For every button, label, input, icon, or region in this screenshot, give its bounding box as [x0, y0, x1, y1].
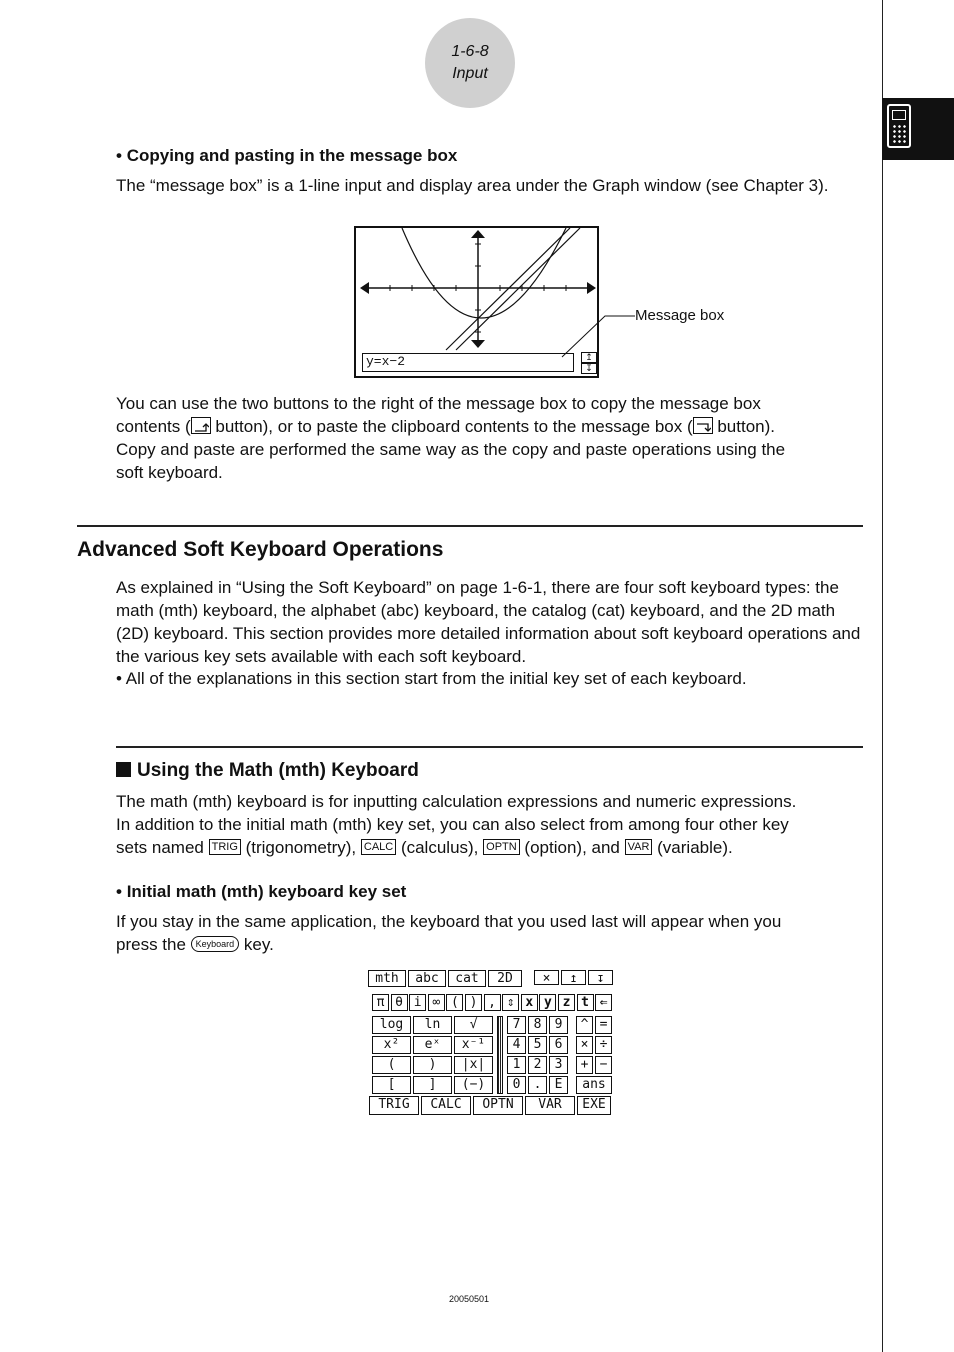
copy-button[interactable]: ↥	[581, 352, 597, 363]
keyboard-fn-key[interactable]: log	[372, 1016, 411, 1034]
keyboard-num-key[interactable]: 5	[528, 1036, 547, 1054]
keyboard-key-r1-11[interactable]: t	[577, 994, 594, 1011]
section-rule	[77, 525, 863, 527]
message-box[interactable]: y=x−2	[362, 353, 574, 372]
keyboard-num-key[interactable]: 9	[549, 1016, 568, 1034]
paste-button[interactable]: ↧	[581, 363, 597, 374]
keyboard-op-key[interactable]: ÷	[595, 1036, 612, 1054]
var-key: VAR	[625, 839, 653, 855]
keyboard-num-key[interactable]: 3	[549, 1056, 568, 1074]
keyboard-key-r1-6[interactable]: ,	[484, 994, 501, 1011]
calc-key: CALC	[361, 839, 396, 855]
keyboard-fn-key[interactable]: (	[372, 1056, 411, 1074]
math-keyboard-heading: Using the Math (mth) Keyboard	[116, 760, 419, 782]
keyboard-num-key[interactable]: 2	[528, 1056, 547, 1074]
keyboard-fn-key[interactable]: x²	[372, 1036, 411, 1054]
initial-keyset-heading: • Initial math (mth) keyboard key set	[116, 882, 407, 901]
keyboard-key-r1-4[interactable]: (	[446, 994, 463, 1011]
square-bullet-icon	[116, 762, 131, 777]
keyboard-op-key[interactable]: ^	[576, 1016, 593, 1034]
keyboard-bottom-var[interactable]: VAR	[525, 1096, 575, 1115]
keyboard-op-key[interactable]: ans	[576, 1076, 612, 1094]
keyboard-num-key[interactable]: .	[528, 1076, 547, 1094]
keyboard-key-r1-8[interactable]: x	[521, 994, 538, 1011]
right-margin-rule	[882, 0, 883, 1352]
keyboard-tab-cat[interactable]: cat	[448, 970, 486, 987]
initial-keyset-body: If you stay in the same application, the keyboard that you used last will appear when you press the Keyboard key.	[116, 912, 782, 954]
keyboard-num-key[interactable]: E	[549, 1076, 568, 1094]
keyboard-key-r1-5[interactable]: )	[465, 994, 482, 1011]
section-name: Input	[452, 65, 488, 82]
copy-paste-heading: • Copying and pasting in the message box	[116, 146, 458, 165]
keyboard-tab-abc[interactable]: abc	[408, 970, 446, 987]
keyboard-bottom-trig[interactable]: TRIG	[369, 1096, 419, 1115]
soft-keyboard	[368, 968, 616, 1118]
page-badge	[425, 18, 515, 108]
keyboard-op-key[interactable]: =	[595, 1016, 612, 1034]
copy-button-icon	[191, 417, 211, 434]
keyboard-fn-key[interactable]: (−)	[454, 1076, 493, 1094]
message-box-callout: Message box	[635, 307, 725, 324]
page-number: 1-6-8	[451, 43, 489, 60]
keyboard-top-icon-1[interactable]: ↥	[561, 970, 586, 985]
keyboard-bottom-optn[interactable]: OPTN	[473, 1096, 523, 1115]
keyboard-top-icon-2[interactable]: ↧	[588, 970, 613, 985]
keyboard-fn-key[interactable]: ln	[413, 1016, 452, 1034]
keyboard-fn-key[interactable]: eˣ	[413, 1036, 452, 1054]
copy-paste-body: You can use the two buttons to the right of the message box to copy the message box contents ( button), or to paste the clipboard contents to the message box ( button). Copy and paste are performed the same way as the copy and paste operations using the soft keyboard.	[116, 394, 786, 482]
keyboard-bottom-exe[interactable]: EXE	[577, 1096, 611, 1115]
subsection-rule	[116, 746, 863, 748]
footer-code: 20050501	[449, 1294, 490, 1304]
keyboard-op-key[interactable]: +	[576, 1056, 593, 1074]
keyboard-key-r1-3[interactable]: ∞	[428, 994, 445, 1011]
keyboard-num-key[interactable]: 8	[528, 1016, 547, 1034]
keyboard-key-r1-10[interactable]: z	[558, 994, 575, 1011]
calculator-icon	[887, 104, 911, 148]
keyboard-bottom-calc[interactable]: CALC	[421, 1096, 471, 1115]
keyboard-num-key[interactable]: 1	[507, 1056, 526, 1074]
paste-button-icon	[693, 417, 713, 434]
keyboard-num-key[interactable]: 4	[507, 1036, 526, 1054]
trig-key: TRIG	[209, 839, 241, 855]
keyboard-op-key[interactable]: ×	[576, 1036, 593, 1054]
keyboard-fn-key[interactable]: )	[413, 1056, 452, 1074]
keyboard-fn-key[interactable]: x⁻¹	[454, 1036, 493, 1054]
keyboard-scrollbar[interactable]	[497, 1016, 503, 1094]
advanced-keyboard-bullet: • All of the explanations in this section start from the initial key set of each keyboard.	[116, 669, 747, 688]
keyboard-fn-key[interactable]: ]	[413, 1076, 452, 1094]
keyboard-num-key[interactable]: 6	[549, 1036, 568, 1054]
math-keyboard-body: The math (mth) keyboard is for inputting calculation expressions and numeric expressions. In addition to the initial math (mth) key set, you can also select from among four other key sets named TRIG (trigonometry), CALC (calculus), OPTN (option), and VAR (variable).	[116, 792, 797, 857]
optn-key: OPTN	[483, 839, 520, 855]
keyboard-tab-2D[interactable]: 2D	[488, 970, 522, 987]
keyboard-fn-key[interactable]: [	[372, 1076, 411, 1094]
keyboard-fn-key[interactable]: |x|	[454, 1056, 493, 1074]
advanced-keyboard-heading: Advanced Soft Keyboard Operations	[77, 538, 444, 561]
keyboard-tab-mth[interactable]: mth	[368, 970, 406, 987]
keyboard-op-key[interactable]: −	[595, 1056, 612, 1074]
keyboard-key-r1-0[interactable]: π	[372, 994, 389, 1011]
keyboard-key-r1-7[interactable]: ⇕	[502, 994, 519, 1011]
keyboard-num-key[interactable]: 0	[507, 1076, 526, 1094]
keyboard-fn-key[interactable]: √	[454, 1016, 493, 1034]
keyboard-key-r1-12[interactable]: ⇐	[595, 994, 612, 1011]
keyboard-key-r1-9[interactable]: y	[539, 994, 556, 1011]
keyboard-num-key[interactable]: 7	[507, 1016, 526, 1034]
keyboard-top-icon-0[interactable]: ×	[534, 970, 559, 985]
keyboard-key-r1-2[interactable]: i	[409, 994, 426, 1011]
advanced-keyboard-para: As explained in “Using the Soft Keyboard” on page 1-6-1, there are four soft keyboard types: the math (mth) keyboard, the alphabet (abc) keyboard, the catalog (cat) keyboard, and the 2D math (2D) keyboard. This section provides more detailed information about soft keyboard operations and the various key sets available with each soft keyboard.	[116, 578, 861, 666]
callout-leader	[560, 315, 638, 360]
keyboard-key: Keyboard	[191, 936, 240, 952]
message-box-intro: The “message box” is a 1-line input and display area under the Graph window (see Chapter 3).	[116, 176, 829, 195]
keyboard-key-r1-1[interactable]: θ	[391, 994, 408, 1011]
